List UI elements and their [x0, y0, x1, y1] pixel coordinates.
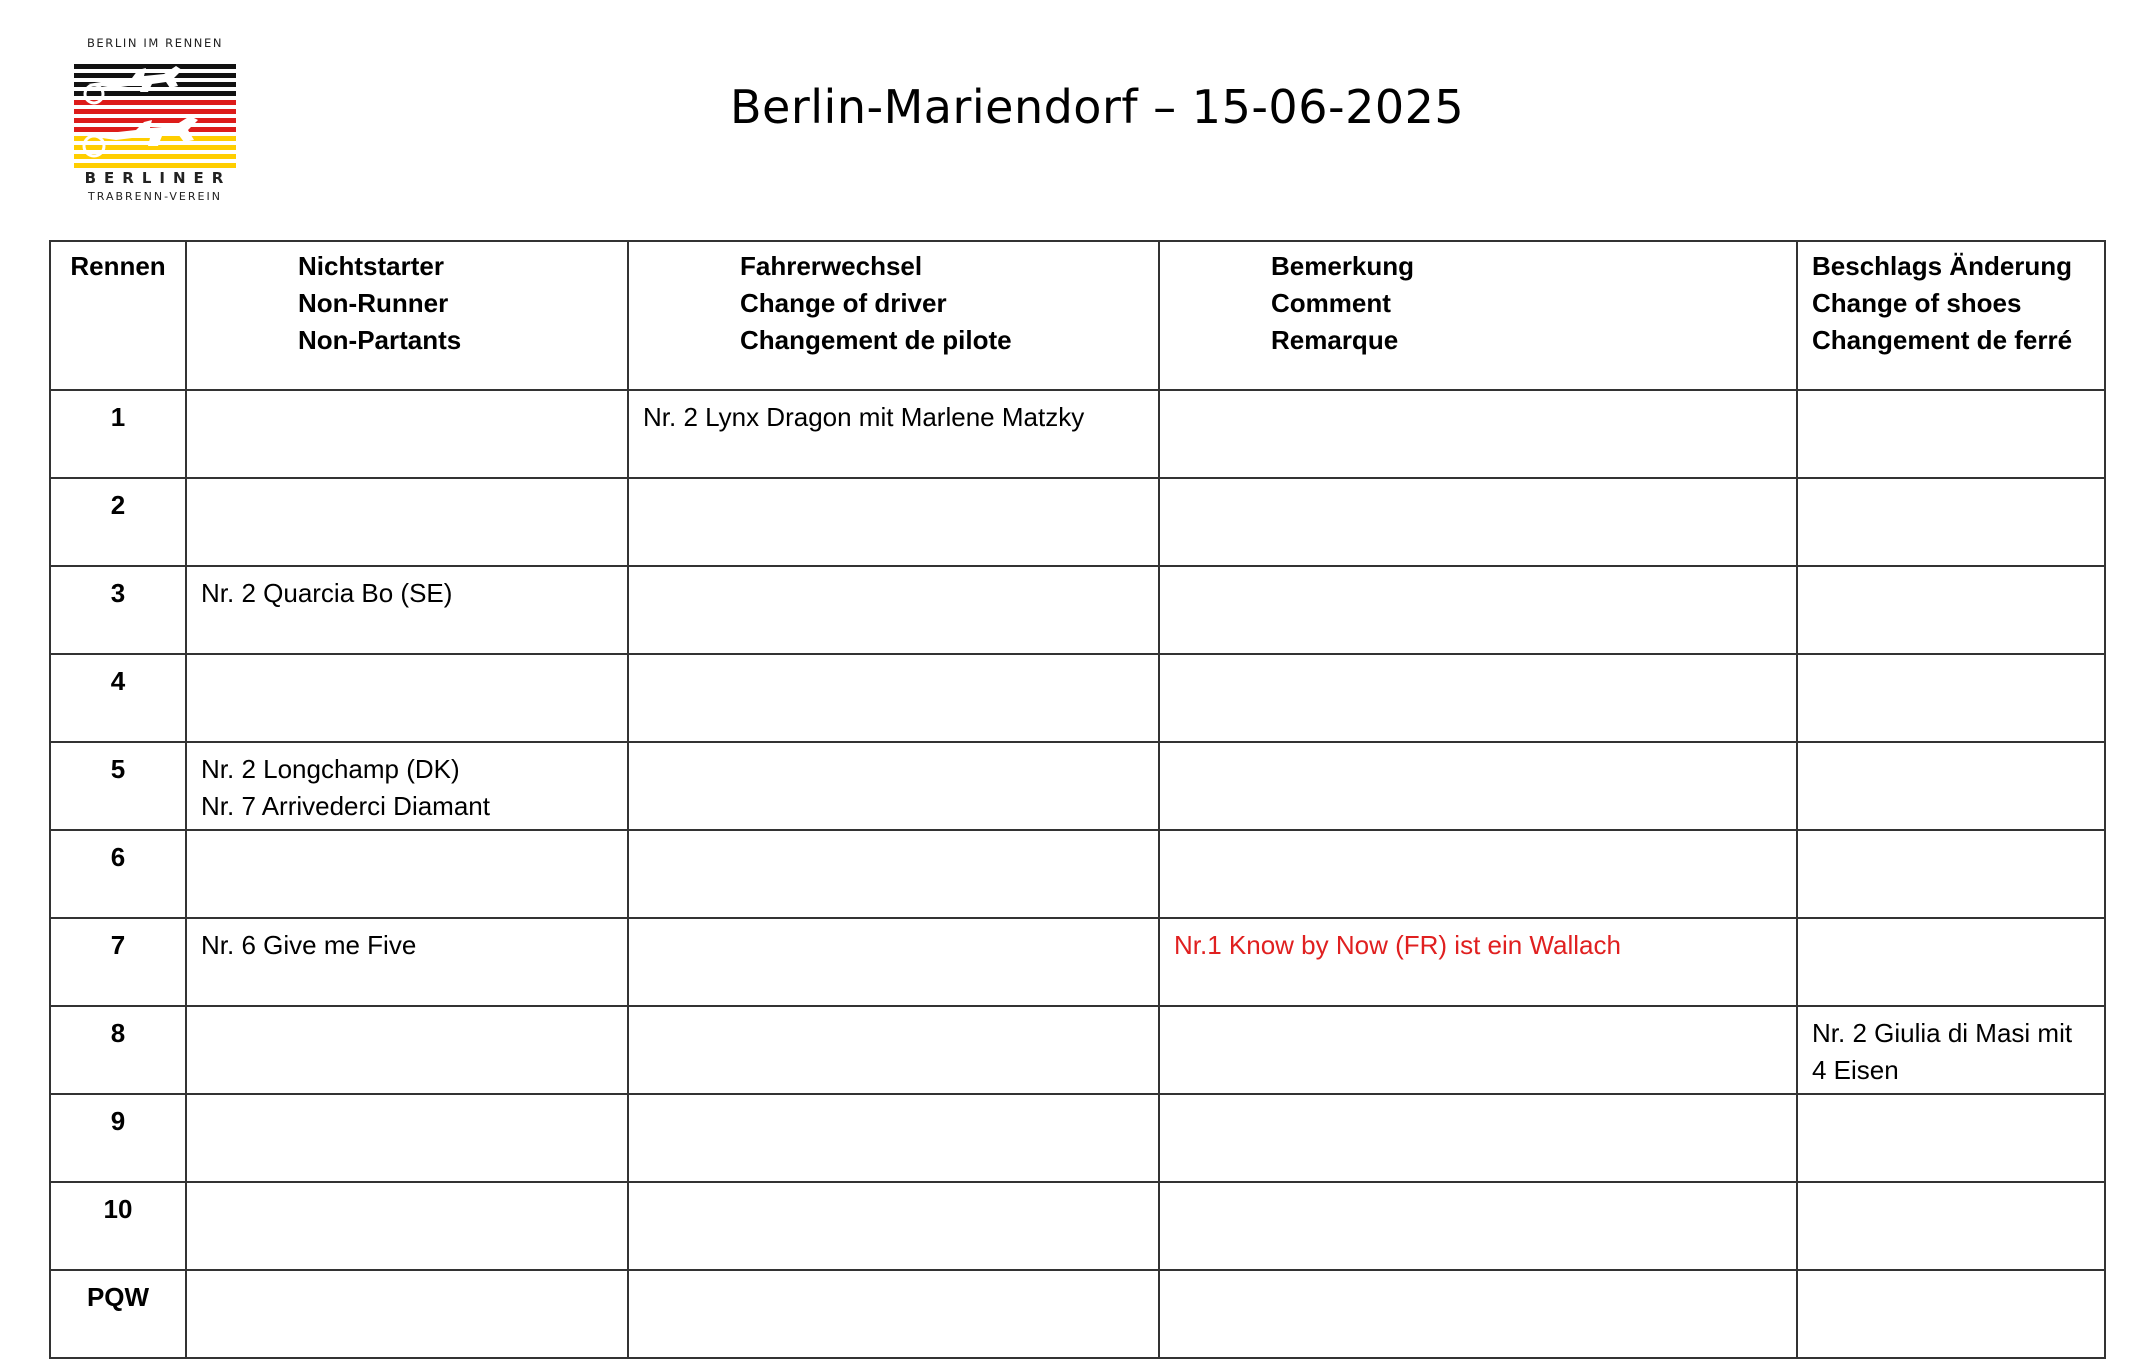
table-row: [50, 1006, 2105, 1094]
shoes-cell: [1797, 566, 2105, 654]
driver-entry: [629, 919, 1158, 927]
header-driver: [628, 241, 1159, 390]
comment-cell: [1159, 742, 1797, 830]
driver-cell: [628, 830, 1159, 918]
table-row: [50, 654, 2105, 742]
logo-bottom-text: BERLINER: [84, 169, 232, 187]
driver-cell: [628, 566, 1159, 654]
page-title: Berlin-Mariendorf – 15-06-2025: [730, 80, 1465, 134]
comment-entry: Nr.1 Know by Now (FR) ist ein Wallach: [1174, 930, 1621, 960]
comment-cell: [1159, 390, 1797, 478]
nonrunner-cell: [186, 654, 628, 742]
driver-cell: [628, 1006, 1159, 1094]
shoes-cell: [1797, 478, 2105, 566]
nonrunner-cell: [186, 918, 628, 1006]
driver-cell: [628, 478, 1159, 566]
header-driver-fr: Changement de pilote: [740, 325, 1012, 355]
shoes-cell: [1797, 830, 2105, 918]
shoes-cell: [1797, 742, 2105, 830]
shoes-cell: [1797, 654, 2105, 742]
header-comment-de: Bemerkung: [1271, 251, 1415, 281]
driver-entry: [629, 479, 1158, 487]
nonrunner-cell: [186, 1270, 628, 1358]
comment-cell: [1159, 654, 1797, 742]
header-nonrunner-en: Non-Runner: [298, 288, 449, 318]
comment-entry: [1160, 479, 1796, 487]
race-number: 1: [50, 390, 186, 478]
nonrunner-entry: Nr. 7 Arrivederci Diamant: [201, 791, 490, 821]
nonrunner-cell: [186, 478, 628, 566]
header-comment-en: Comment: [1271, 288, 1391, 318]
driver-cell: [628, 742, 1159, 830]
comment-cell: [1159, 1094, 1797, 1182]
driver-cell: [628, 918, 1159, 1006]
race-number: PQW: [50, 1270, 186, 1358]
header-rennen: [50, 241, 186, 390]
driver-cell: [628, 1094, 1159, 1182]
nonrunner-cell: [186, 830, 628, 918]
header-comment-fr: Remarque: [1271, 325, 1399, 355]
logo-sub-text: TRABRENN-VEREIN: [88, 190, 222, 203]
driver-entry: [629, 1095, 1158, 1103]
race-number: 3: [50, 566, 186, 654]
header-shoes-fr: Changement de ferré: [1812, 325, 2073, 355]
table-row: [50, 566, 2105, 654]
driver-cell: [628, 390, 1159, 478]
header-shoes-en: Change of shoes: [1812, 288, 2022, 318]
comment-entry: [1160, 831, 1796, 839]
comment-cell: [1159, 830, 1797, 918]
shoes-cell: [1797, 1094, 2105, 1182]
race-number: 5: [50, 742, 186, 830]
table-header-row: [50, 241, 2105, 390]
driver-entry: Nr. 2 Lynx Dragon mit Marlene Matzky: [643, 402, 1085, 432]
comment-cell: [1159, 566, 1797, 654]
comment-entry: [1160, 1183, 1796, 1191]
nonrunner-cell: [186, 1182, 628, 1270]
driver-entry: [629, 831, 1158, 839]
header-driver-de: Fahrerwechsel: [740, 251, 923, 281]
comment-entry: [1160, 567, 1796, 575]
header-shoes-de: Beschlags Änderung: [1812, 251, 2073, 281]
driver-entry: [629, 1271, 1158, 1279]
shoes-cell: [1797, 390, 2105, 478]
table-row: [50, 918, 2105, 1006]
header-driver-en: Change of driver: [740, 288, 947, 318]
comment-entry: [1160, 391, 1796, 399]
shoes-cell: [1797, 1006, 2105, 1094]
table-row: [50, 1182, 2105, 1270]
driver-cell: [628, 1270, 1159, 1358]
driver-cell: [628, 654, 1159, 742]
header-nonrunner-de: Nichtstarter: [298, 251, 444, 281]
nonrunner-entry: Nr. 2 Quarcia Bo (SE): [201, 578, 453, 608]
race-number: 10: [50, 1182, 186, 1270]
comment-cell: [1159, 1270, 1797, 1358]
comment-cell: [1159, 918, 1797, 1006]
table-row: [50, 1270, 2105, 1358]
race-number: 6: [50, 830, 186, 918]
race-number: 8: [50, 1006, 186, 1094]
table-row: [50, 1094, 2105, 1182]
header-rennen-label: Rennen: [70, 251, 166, 281]
shoes-entry: Nr. 2 Giulia di Masi mit: [1812, 1018, 2073, 1048]
nonrunner-cell: [186, 390, 628, 478]
shoes-cell: [1797, 1182, 2105, 1270]
schedule-table: [49, 240, 2106, 1359]
comment-entry: [1160, 1007, 1796, 1015]
driver-cell: [628, 1182, 1159, 1270]
header-nonrunner: [186, 241, 628, 390]
comment-cell: [1159, 1006, 1797, 1094]
header-shoes: [1797, 241, 2105, 390]
comment-cell: [1159, 1182, 1797, 1270]
driver-entry: [629, 655, 1158, 663]
comment-entry: [1160, 655, 1796, 663]
comment-entry: [1160, 1271, 1796, 1279]
header-comment: [1159, 241, 1797, 390]
table-row: [50, 390, 2105, 478]
nonrunner-cell: [186, 1006, 628, 1094]
comment-cell: [1159, 478, 1797, 566]
comment-entry: [1160, 743, 1796, 751]
nonrunner-cell: [186, 1094, 628, 1182]
shoes-entry: 4 Eisen: [1812, 1055, 1899, 1085]
race-number: 9: [50, 1094, 186, 1182]
driver-entry: [629, 743, 1158, 751]
driver-entry: [629, 1183, 1158, 1191]
nonrunner-cell: [186, 566, 628, 654]
header-nonrunner-fr: Non-Partants: [298, 325, 462, 355]
nonrunner-cell: [186, 742, 628, 830]
race-number: 7: [50, 918, 186, 1006]
nonrunner-entry: Nr. 2 Longchamp (DK): [201, 754, 460, 784]
table-row: [50, 742, 2105, 830]
shoes-cell: [1797, 918, 2105, 1006]
table-row: [50, 478, 2105, 566]
comment-entry: [1160, 1095, 1796, 1103]
race-number: 2: [50, 478, 186, 566]
race-number: 4: [50, 654, 186, 742]
logo: [74, 36, 236, 206]
driver-entry: [629, 567, 1158, 575]
nonrunner-entry: Nr. 6 Give me Five: [201, 930, 417, 960]
table-row: [50, 830, 2105, 918]
driver-entry: [629, 1007, 1158, 1015]
logo-top-text: BERLIN IM RENNEN: [86, 36, 224, 50]
shoes-cell: [1797, 1270, 2105, 1358]
logo-emblem: [74, 56, 236, 176]
